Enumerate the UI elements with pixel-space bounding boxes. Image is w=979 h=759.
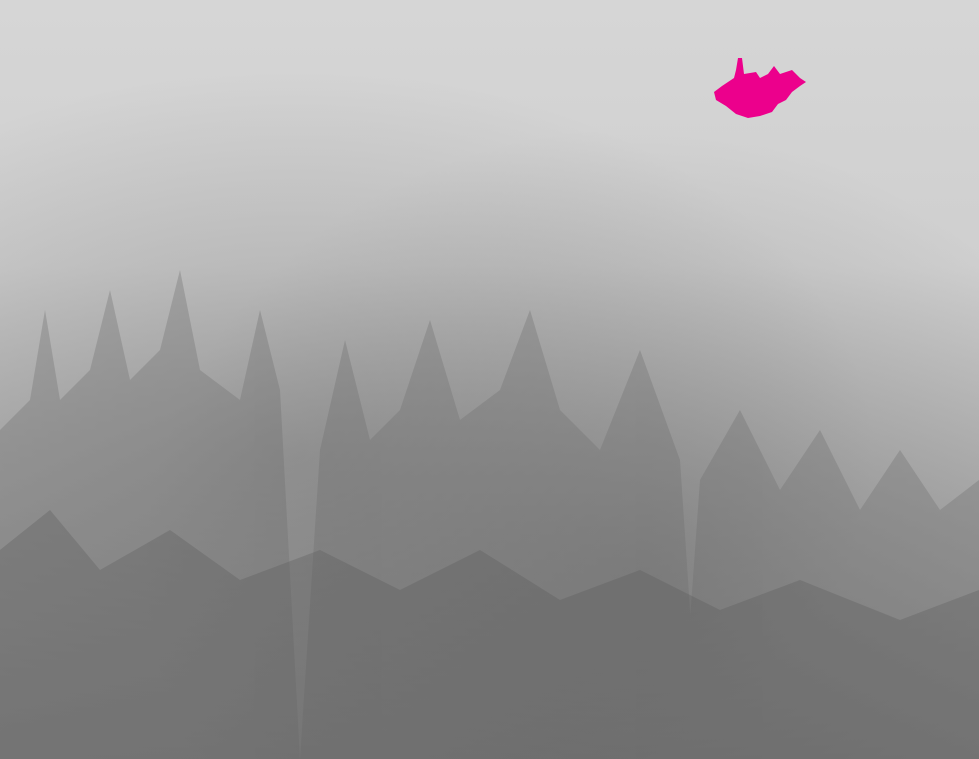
kids-spa-parties xyxy=(342,32,642,129)
qr-code[interactable] xyxy=(774,201,840,267)
west-virginia-map-icon xyxy=(708,52,828,120)
spa-info-panel xyxy=(673,58,941,311)
forest-silhouette xyxy=(0,250,979,759)
services-price-list xyxy=(24,31,294,45)
